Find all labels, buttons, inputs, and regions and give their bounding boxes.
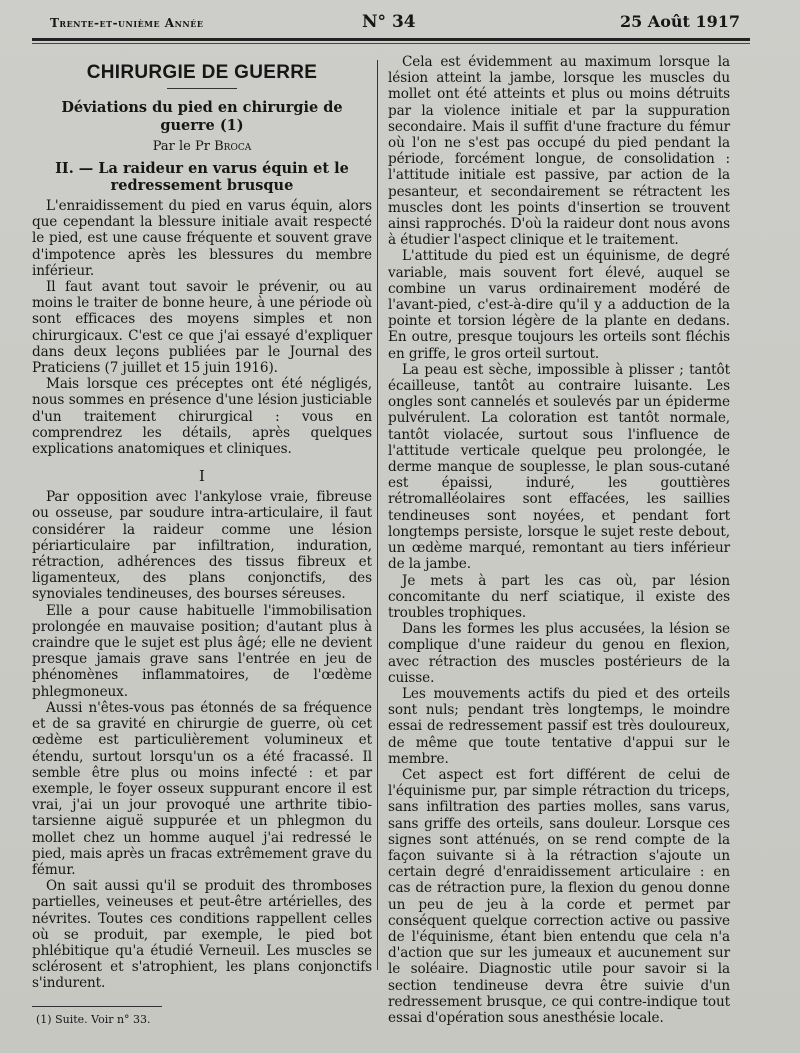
title-rule bbox=[167, 88, 237, 89]
paragraph: Elle a pour cause habituelle l'immobilisation prolongée en mauvaise position; d'autant plus à craindre que le sujet est plus âgé; elle ne devient presque jamais grave sans l'entrée en jeu de phénomènes inflammatoires, de l'œdème phlegmoneux. bbox=[32, 602, 372, 700]
footnote-rule bbox=[32, 1006, 162, 1007]
byline-prefix: Par le Pr bbox=[152, 139, 210, 154]
paragraph: Je mets à part les cas où, par lésion concomitante du nerf sciatique, il existe des troubles trophiques. bbox=[388, 572, 730, 621]
paragraph: Par opposition avec l'ankylose vraie, fibreuse ou osseuse, par soudure intra-articulaire, il faut considérer la raideur comme une lésion périarticulaire par infiltration, induration, rétraction, adhérences des tissus fibreux et ligamenteux, des plans conjonctifs, des synoviales tendineuses, des bourses séreuses. bbox=[32, 489, 372, 603]
paragraph: Les mouvements actifs du pied et des orteils sont nuls; pendant très longtemps, le moindre essai de redressement passif est très douloureux, de même que toute tentative d'appui sur le membre. bbox=[388, 685, 730, 767]
paragraph: La peau est sèche, impossible à plisser ; tantôt écailleuse, tantôt au contraire luisante. Les ongles sont cannelés et soulevés par un épiderme pulvérulent. La coloration est tantôt normale, tantôt violacée, surtout sous l'influence de l'attitude verticale quelque peu prolongée, le derme manque de souplesse, le plan sous-cutané est épaissi, induré, les gouttières rétromalléolaires sont effacées, les saillies tendineuses sont noyées, et pendant fort longtemps persiste, lorsque le sujet reste debout, un œdème marqué, remontant au tiers inférieur de la jambe. bbox=[388, 361, 730, 573]
footnote: (1) Suite. Voir n° 33. bbox=[36, 1012, 151, 1026]
running-header bbox=[0, 6, 800, 36]
right-column bbox=[388, 50, 730, 1026]
article-subtitle: II. — La raideur en varus équin et le redressement brusque bbox=[55, 160, 349, 194]
section-title: CHIRURGIE DE GUERRE bbox=[86, 62, 318, 83]
issue-date: 25 Août 1917 bbox=[619, 12, 740, 31]
volume-year: Trente-et-unième Année bbox=[50, 16, 204, 30]
paragraph: Cela est évidemment au maximum lorsque la lésion atteint la jambe, lorsque les muscles du mollet ont été atteints et plus ou moins détruits par la violence initiale et par la suppuration secondaire. Mais il suffit d'une fracture du fémur où l'on ne s'est pas occupé du pied pendant la période, forcément longue, de consolidation : l'attitude initiale est passive, par action de la pesanteur, et secondairement se rétractent les muscles dont les points d'insertion se trouvent ainsi rapprochés. D'où la raideur dont nous avons à étudier l'aspect clinique et le traitement. bbox=[388, 54, 730, 249]
author-name: Broca bbox=[214, 139, 252, 154]
left-column bbox=[32, 50, 372, 1026]
paragraph: Dans les formes les plus accusées, la lésion se complique d'une raideur du genou en flexion, avec rétraction des muscles postérieurs de la cuisse. bbox=[388, 621, 730, 686]
section-numeral: I bbox=[199, 467, 205, 486]
paragraph: Cet aspect est fort différent de celui de l'équinisme pur, par simple rétraction du triceps, sans infiltration des parties molles, sans varus, sans griffe des orteils, sans douleur. Lorsque ces signes sont atténués, on se rend compte de la façon suivante si à la rétraction s'ajoute un certain degré d'enraidissement articulaire : en cas de rétraction pure, la flexion du genou donne un peu de jeu à la corde et permet par conséquent quelque correction active ou passive de l'équinisme, étant bien entendu que cela n'a d'action que sur les jumeaux et aucunement sur le soléaire. Diagnostic utile pour savoir si la section tendineuse devra être suivie d'un redressement brusque, ce qui contre-indique tout essai d'opération sous anesthésie locale. bbox=[388, 766, 730, 1026]
column-divider bbox=[377, 60, 378, 970]
article-title: Déviations du pied en chirurgie de guerre (1) bbox=[61, 99, 343, 134]
paragraph: On sait aussi qu'il se produit des thromboses partielles, veineuses et peut-être artérielles, des névrites. Toutes ces conditions rappellent celles où se produit, par exemple, le pied bot phlébitique qu'a étudié Verneuil. Les muscles se sclérosent et s'atrophient, les plans conjonctifs s'indurent. bbox=[32, 878, 372, 992]
header-rule-thin bbox=[32, 43, 750, 44]
header-rule-thick bbox=[32, 38, 750, 41]
issue-number: N° 34 bbox=[362, 12, 416, 32]
paragraph: Il faut avant tout savoir le prévenir, ou au moins le traiter de bonne heure, à une période où sont efficaces des moyens simples et non chirurgicaux. C'est ce que j'ai essayé d'expliquer dans deux leçons publiées par le Journal des Praticiens (7 juillet et 15 juin 1916). bbox=[32, 279, 372, 377]
paragraph: L'attitude du pied est un équinisme, de degré variable, mais souvent fort élevé, auquel se combine un varus ordinairement modéré de l'avant-pied, c'est-à-dire qu'il y a adduction de la pointe et torsion légère de la plante en dedans. En outre, presque toujours les orteils sont fléchis en griffe, le gros orteil surtout. bbox=[388, 248, 730, 362]
paragraph: Mais lorsque ces préceptes ont été négligés, nous sommes en présence d'une lésion justiciable d'un traitement chirurgical : vous en comprendrez les détails, après quelques explications anatomiques et cliniques. bbox=[32, 376, 372, 458]
byline bbox=[32, 139, 372, 154]
paragraph: L'enraidissement du pied en varus équin, alors que cependant la blessure initiale avait respecté le pied, est une cause fréquente et souvent grave d'impotence après les blessures du membre inférieur. bbox=[32, 198, 372, 279]
paragraph: Aussi n'êtes-vous pas étonnés de sa fréquence et de sa gravité en chirurgie de guerre, où cet œdème est particulièrement volumineux et étendu, surtout lorsqu'un os a été fracassé. Il semble être plus ou moins infecté : et par exemple, le foyer osseux suppurant encore il est vrai, j'ai un jour provoqué une arthrite tibio-tarsienne aiguë suppurée et un phlegmon du mollet chez un homme auquel j'ai redressé le pied, mais après un fracas extrêmement grave du fémur. bbox=[32, 699, 372, 878]
